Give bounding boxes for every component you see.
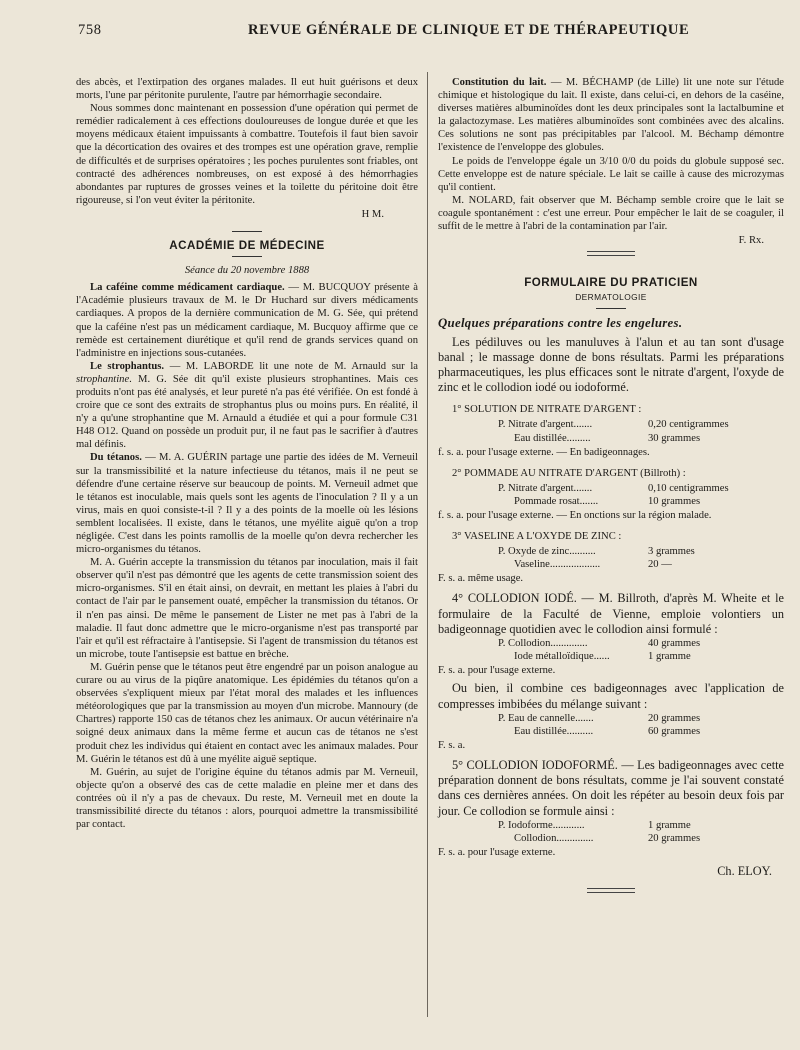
article-strophantus (76, 360, 418, 452)
paragraph: Le poids de l'enveloppe égale un 3/10 0/0 du poids du globule supposé sec. Cette enveloppe est de nature spéciale. Le lait se caille à cause des microzymas qu'il contient. (438, 155, 784, 193)
article-heading: Quelques préparations contre les engelures. (438, 316, 683, 331)
author-signature: Ch. ELOY. (717, 864, 772, 879)
article-heading: Du tétanos. (90, 452, 142, 464)
right-column (438, 76, 784, 893)
recipe-instruction: F. s. a. même usage. (438, 573, 524, 585)
recipe-line: P. Collodion.............. 40 grammes (498, 638, 701, 650)
recipe-instruction: F. s. a. pour l'usage externe. (438, 665, 556, 677)
page-number: 758 (78, 22, 102, 38)
article-text: — M. BÉCHAMP (de Lille) lit une note sur l'étude chimique et histologique du lait. Il existe, dans celui-ci, en dehors de la caséine, diverses matières albuminoïdes dont les deux principales sont la lactalbumine et la galactozymase. Les matières albuminoïdes sont combinées avec des alcalins. Ces solutions ne sont pas précipitables par l'alcool. M. Béchamp démontre l'existence de l'enveloppe des globules. (438, 77, 784, 154)
recipe-line: P. Iodoforme............ 1 gramme (498, 819, 691, 831)
left-column (76, 76, 418, 831)
running-head (78, 22, 760, 42)
recipe-line: Pommade rosat....... 10 grammes (514, 495, 701, 507)
recipe-instruction: F. s. a. pour l'usage externe. (438, 847, 556, 859)
recipe-line: Eau distillée.......... 60 grammes (514, 725, 701, 737)
section-title: FORMULAIRE DU PRATICIEN (524, 276, 698, 290)
article-heading: La caféine comme médicament cardiaque. (90, 282, 285, 294)
section-subtitle: DERMATOLOGIE (575, 292, 647, 303)
article-text: — Les badigeonnages avec cette préparation donnent de bons résultats, comme je l'ai souvent constaté dans ces dernières années. On doit les répéter au besoin deux fois par jour. Ce collodion se formule ainsi : (438, 758, 784, 818)
article-heading: Le strophantus. (90, 360, 165, 372)
recipe-title: 3° VASELINE A L'OXYDE DE ZINC : (452, 531, 622, 543)
recipe-line: P. Nitrate d'argent....... 0,10 centigrammes (498, 482, 729, 494)
signature-line (76, 208, 418, 221)
article-cafeine (76, 281, 418, 360)
paragraph: M. Guérin, au sujet de l'origine équine du tétanos admis par M. Verneuil, objecte qu'on a observé des cas de cette maladie en pleine mer et dans des contrées où il n'y a pas de chevaux. Du reste, M. Verneuil met en doute la transmissibilité directe du tétanos : alors, pourquoi admettre la transmissibilité par contact. (76, 766, 418, 831)
section-title: ACADÉMIE DE MÉDECINE (169, 239, 325, 253)
recipe-line: Collodion.............. 20 grammes (514, 832, 701, 844)
separator-rule (596, 308, 626, 309)
article-text: — M. BUCQUOY présente à l'Académie plusieurs travaux de M. le Dr Huchard sur divers médicaments cardiaques. A propos de la dernière communication de M. G. Sée, qui prétend que la caféine n'est pas un médicament cardiaque, M. Bucquoy affirme que ce remède est certainement diurétique et qu'il rend de grands services quand on l'administre en injections sous-cutanées. (76, 282, 418, 359)
article-heading: 5° COLLODION IODOFORMÉ. (452, 758, 618, 773)
recipe-instruction: F. s. a. (438, 739, 466, 751)
article-collodion-iode (438, 591, 784, 637)
separator-rule (587, 251, 635, 256)
separator-rule (587, 888, 635, 893)
recipe-line: P. Oxyde de zinc.......... 3 grammes (498, 546, 695, 558)
article-text: . M. G. Sée dit qu'il existe plusieurs strophantines. Mais ces produits n'ont pas été analysés, et leur pureté n'a pas été vérifiée. On est fondé à croire que ce sont des extraits de strophantus plus ou moins purs. En réalité, il n'y a qu'une strophantine que M. Arnauld a étudiée et qui a pour formule C31 H48 O12. Quand on possède un produit pur, il ne faut pas le sacrifier à d'autres mal définis. (76, 373, 418, 451)
article-collodion-iodoforme (438, 758, 784, 819)
recipe-line: Vaseline................... 20 — (514, 559, 672, 571)
separator-rule (232, 256, 262, 257)
separator-rule (232, 231, 262, 232)
signature-line (438, 234, 784, 247)
article-heading: Constitution du lait. (452, 77, 547, 88)
paragraph: des abcès, et l'extirpation des organes malades. Il eut huit guérisons et deux morts, l'une par péritonite purulente, l'autre par hémorrhagie secondaire. (76, 77, 418, 102)
paragraph: M. Guérin pense que le tétanos peut être engendré par un poison analogue au curare ou au virus de la piqûre anatomique. Les épidémies du tétanos qu'on a observées s'expliquent mieux par l'état moral des malades et les influences météorologiques que par la transmission au moyen d'un microbe. Mannoury (de Chartres) rapporte 150 cas de tétanos chez les animaux. Or aucun vétérinaire n'a soigné deux animaux dans la même ferme et aucun cas de tétanos ne s'est produit chez les individus qui étaient en contact avec les animaux malades. Pour M. Guérin le tétanos est dû à une myélite aiguë septique. (76, 661, 418, 765)
italic-term: strophantine (76, 373, 130, 385)
article-text: — M. LABORDE lit une note de M. Arnauld sur la (164, 360, 418, 372)
recipe-title: 2° POMMADE AU NITRATE D'ARGENT (Billroth) : (452, 467, 686, 479)
article-tetanos (76, 451, 418, 556)
article-text: — M. Billroth, d'après M. Wheite et le formulaire de la Faculté de Vienne, emploie volontiers un badigeonnage quotidien avec le collodion ainsi formulé : (438, 591, 784, 636)
recipe-line: P. Nitrate d'argent....... 0,20 centigrammes (498, 419, 729, 431)
article-text: — M. A. GUÉRIN partage une partie des idées de M. Verneuil sur la transmissibilité et la nature infectieuse du tétanos, mais il ne peut se défendre d'une certaine réserve sur beaucoup de points. M. Verneuil admet que le tétanos est inoculable, mais quels sont les agents de l'inoculation ? Il y a un virus, mais en quoi consiste-t-il ? Il y a des points de la moelle où les lésions semblent localisées. Il existe, dans le tétanos, une myélite aiguë qu'on a trop négligée. C'est dans les points ramollis de la moelle qu'on devra rechercher les micro-organismes du tétanos. (76, 452, 418, 556)
session-date: Séance du 20 novembre 1888 (184, 265, 310, 277)
paragraph: M. A. Guérin accepte la transmission du tétanos par inoculation, mais il fait observer qu'il n'est pas démontré que les agents de cette transmission soient des micro-organismes. S'il en était ainsi, on devrait, en mettant les plaies à l'abri du contact de l'air par le pansement ouaté, empêcher la transmission du tétanos. Or il n'en pas ainsi. De même le pansement de Lister ne met pas à l'abri de la maladie. Il faut donc admettre que le micro-organisme n'est pas transporté par l'air et qu'il est réfractaire à l'antisepsie. Si l'agent de transmission du tétanos est un microbe, toute l'antisepsie est battue en brèche. (76, 557, 418, 660)
recipe-line: P. Eau de cannelle....... 20 grammes (498, 712, 701, 724)
article-lait (438, 76, 784, 155)
author-signature: F. Rx. (738, 235, 764, 247)
recipe-title: 1° SOLUTION DE NITRATE D'ARGENT : (452, 404, 642, 416)
paragraph: Les pédiluves ou les manuluves à l'alun et au tan sont d'usage banal ; le massage donne de bons résultats. Parmi les préparations pharmaceutiques, les plus efficaces sont le nitrate d'argent, l'oxyde de zinc et le collodion iodé ou iodoformé. (438, 334, 784, 395)
paragraph: Ou bien, il combine ces badigeonnages avec l'application de compresses imbibées du mélange suivant : (438, 681, 784, 711)
author-signature: H M. (361, 208, 384, 220)
recipe-instruction: f. s. a. pour l'usage externe. — En badigeonnages. (438, 446, 650, 458)
column-divider (427, 72, 428, 1017)
recipe-line: Eau distillée......... 30 grammes (514, 432, 701, 444)
running-title: REVUE GÉNÉRALE DE CLINIQUE ET DE THÉRAPEUTIQUE (248, 22, 690, 38)
paragraph: M. NOLARD, fait observer que M. Béchamp semble croire que le lait se coagule spontanément : c'est une erreur. Pour empêcher le lait de se coaguler, il suffit de le mettre à l'abri de la contamination par l'air. (438, 194, 784, 233)
recipe-line: Iode métalloïdique...... 1 gramme (514, 651, 691, 663)
paragraph: Nous sommes donc maintenant en possession d'une opération qui permet de remédier radicalement à ces effections douloureuses de longue durée et que les moyens médicaux étaient impuissants à combattre. Toutefois il faut bien savoir que la décortication des ovaires et des trompes est une opération grave, remplie de difficultés et de surprises opératoires ; les poches purulentes sont friables, ont contracté des adhérences nombreuses, on est exposé à des hémorrhagies abondantes par ruptures de grosses veines et la toilette du péritoine doit être rigoureuse, si l'on veut éviter la péritonite. (76, 103, 418, 206)
article-heading: 4° COLLODION IODÉ. (452, 591, 577, 606)
recipe-instruction: f. s. a. pour l'usage externe. — En onctions sur la région malade. (438, 509, 712, 521)
